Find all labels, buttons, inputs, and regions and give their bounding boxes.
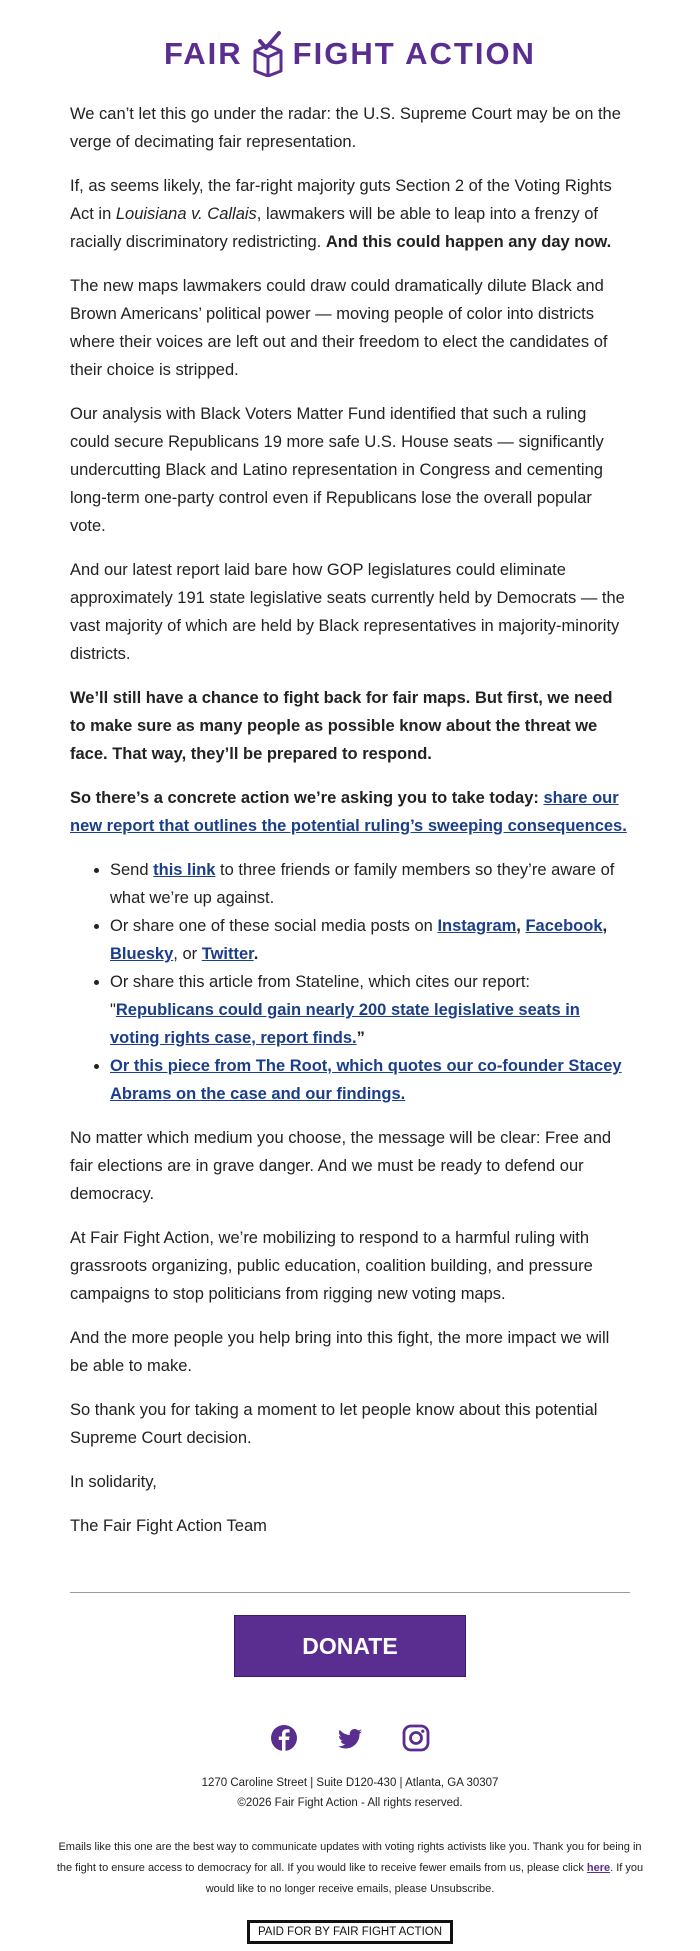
signoff: In solidarity,: [70, 1473, 157, 1491]
email-preferences-text: Emails like this one are the best way to communicate updates with voting rights activists like you. Thank you for being in the fight to ensure access to democracy for all. If you would like to receive fewer emails from us, please click here. If you would like to no longer receive emails, please Unsubscribe.: [56, 1841, 644, 1895]
list-item-social-posts: • Or share one of these social media posts on Instagram, Facebook, Bluesky, or Twitter.: [110, 912, 630, 968]
twitter-link[interactable]: Twitter: [201, 945, 254, 963]
paragraph-mobilizing: At Fair Fight Action, we’re mobilizing to respond to a harmful ruling with grassroots organizing, public education, coalition building, and pressure campaigns to stop politicians from rigging new voting maps.: [70, 1229, 593, 1303]
signature: The Fair Fight Action Team: [70, 1517, 267, 1535]
paragraph-action: So there’s a concrete action we’re asking you to take today: share our new report that outlines the potential ruling’s sweeping consequences.: [70, 789, 627, 835]
fair-fight-action-logo[interactable]: [0, 0, 700, 100]
instagram-link[interactable]: Instagram: [437, 917, 517, 935]
paragraph-impact: And the more people you help bring into this fight, the more impact we will be able to make.: [70, 1329, 610, 1375]
emphasis-any-day: And this could happen any day now.: [325, 233, 612, 251]
share-report-link[interactable]: share our new report that outlines the potential ruling’s sweeping consequences.: [70, 789, 627, 835]
mailing-address: 1270 Caroline Street | Suite D120-430 | Atlanta, GA 30307: [201, 1777, 499, 1789]
donate-button[interactable]: DONATE: [234, 1615, 466, 1677]
action-list: [70, 856, 630, 1108]
social-icons: [0, 1723, 700, 1753]
list-item-the-root: [110, 1052, 630, 1108]
paragraph-thank-you: So thank you for taking a moment to let people know about this potential Supreme Court decision.: [70, 1401, 598, 1447]
paragraph-report: And our latest report laid bare how GOP legislatures could eliminate approximately 191 state legislative seats currently held by Democrats — the vast majority of which are held by Black representatives in majority-minority districts.: [70, 561, 625, 663]
paragraph-message: No matter which medium you choose, the message will be clear: Free and fair elections are in grave danger. And we must be ready to defend our democracy.: [70, 1129, 612, 1203]
logo-word-right: FIGHT ACTION: [292, 36, 536, 71]
paragraph-vra: If, as seems likely, the far-right majority guts Section 2 of the Voting Rights Act in Louisiana v. Callais, lawmakers will be able to leap into a frenzy of racially discriminatory redistricting. And this could happen any day now.: [70, 177, 612, 251]
paragraph-fight-back: We’ll still have a chance to fight back for fair maps. But first, we need to make sure as many people as possible know about the threat we face. That way, they’ll be prepared to respond.: [70, 689, 613, 763]
logo-word-left: FAIR: [164, 36, 243, 71]
copyright: ©2026 Fair Fight Action - All rights reserved.: [237, 1797, 463, 1809]
stateline-article-link[interactable]: Republicans could gain nearly 200 state legislative seats in voting rights case, report finds.: [110, 1001, 580, 1047]
footer-divider: [70, 1592, 630, 1593]
this-link[interactable]: this link: [153, 861, 216, 879]
ballot-box-checkmark-icon: [251, 31, 285, 77]
facebook-icon[interactable]: [269, 1723, 299, 1753]
twitter-icon[interactable]: [335, 1723, 365, 1753]
footer-address-block: [0, 1773, 700, 1813]
case-name: Louisiana v. Callais: [115, 205, 257, 223]
facebook-link[interactable]: Facebook: [525, 917, 603, 935]
paragraph-analysis: Our analysis with Black Voters Matter Fund identified that such a ruling could secure Republicans 19 more safe U.S. House seats — significantly undercutting Black and Latino representation in Congress and cementing long-term one-party control even if Republicans lose the overall popular vote.: [70, 405, 604, 535]
paragraph-new-maps: The new maps lawmakers could draw could dramatically dilute Black and Brown Americans’ political power — moving people of color into districts where their voices are left out and their freedom to elect the candidates of their choice is stripped.: [70, 277, 608, 379]
list-item-send-link: • Send this link to three friends or family members so they’re aware of what we’re up against.: [110, 856, 630, 912]
fewer-emails-link[interactable]: here: [586, 1862, 611, 1874]
bluesky-link[interactable]: Bluesky: [110, 945, 174, 963]
the-root-article-link[interactable]: Or this piece from The Root, which quotes our co-founder Stacey Abrams on the case and our findings.: [110, 1057, 622, 1103]
instagram-icon[interactable]: [401, 1723, 431, 1753]
paragraph-intro: We can’t let this go under the radar: the U.S. Supreme Court may be on the verge of decimating fair representation.: [70, 105, 621, 151]
email-body: [0, 100, 700, 1540]
list-item-stateline: • Or share this article from Stateline, which cites our report: "Republicans could gain nearly 200 state legislative seats in voting rights case, report finds.”: [110, 968, 630, 1052]
paid-for-disclaimer: PAID FOR BY FAIR FIGHT ACTION: [247, 1920, 453, 1944]
